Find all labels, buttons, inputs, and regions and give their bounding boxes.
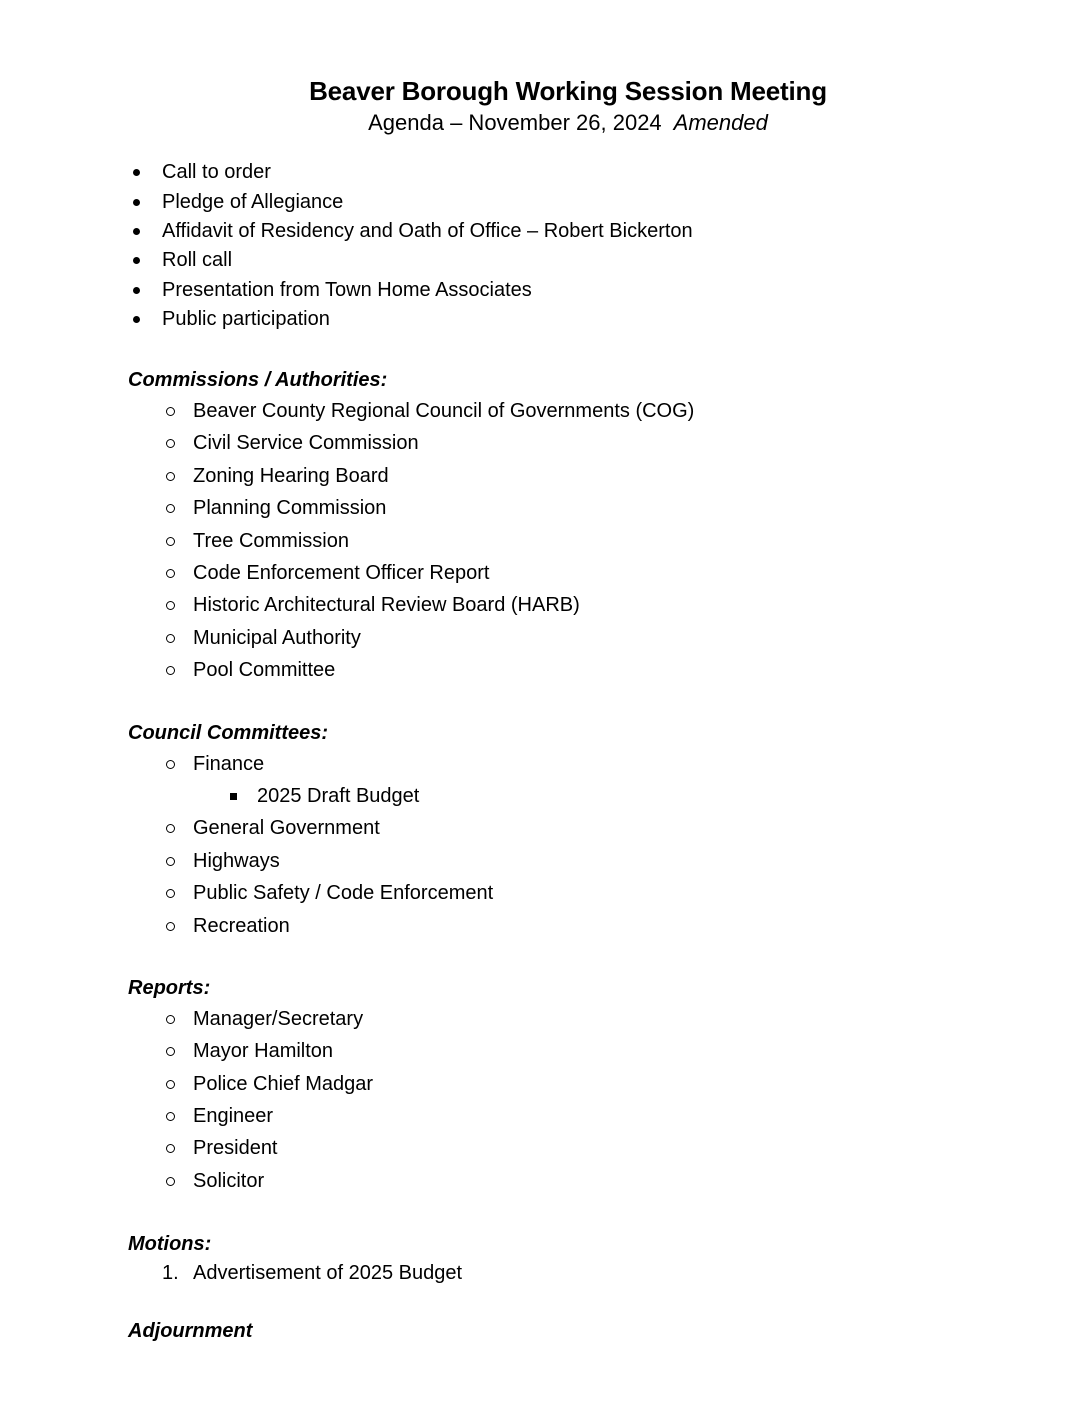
list-item-label: Advertisement of 2025 Budget [193, 1261, 463, 1284]
agenda-date-line: Agenda – November 26, 2024 [368, 110, 662, 135]
circle-bullet-icon [166, 824, 193, 833]
circle-bullet-icon [166, 760, 193, 769]
circle-bullet-icon [166, 857, 193, 866]
list-item-label: Affidavit of Residency and Oath of Office – Robert Bickerton [162, 219, 693, 242]
circle-bullet-icon [166, 666, 193, 675]
list-item [128, 276, 1008, 305]
list-item-label: Roll call [162, 249, 233, 272]
list-item [128, 1068, 1008, 1100]
document-subtitle [128, 108, 1008, 138]
list-item-label: Tree Commission [193, 529, 349, 552]
list-item-label: Highways [193, 849, 280, 872]
list-item-label: Planning Commission [193, 497, 387, 520]
list-item [128, 217, 1008, 246]
section-heading: Council Committees: [128, 721, 329, 744]
list-item [128, 1036, 1008, 1068]
list-item-label: Pledge of Allegiance [162, 190, 344, 213]
list-item [128, 1165, 1008, 1197]
preliminary-items-list [128, 158, 1008, 334]
list-item-label: Call to order [162, 161, 271, 184]
list-item-label: Presentation from Town Home Associates [162, 278, 532, 301]
list-item-label: Historic Architectural Review Board (HARB) [193, 594, 580, 617]
list-item-label: Police Chief Madgar [193, 1072, 374, 1095]
list-item-label: Mayor Hamilton [193, 1040, 334, 1063]
section-adjournment [128, 1316, 1008, 1346]
section-heading: Reports: [128, 977, 211, 1000]
list-item [128, 622, 1008, 654]
list-item-label: 2025 Draft Budget [257, 784, 420, 807]
section-motions [128, 1229, 1008, 1288]
list-item-label: Civil Service Commission [193, 432, 419, 455]
document-header [128, 74, 1008, 138]
list-item [128, 1100, 1008, 1132]
list-item-label: Beaver County Regional Council of Governments (COG) [193, 400, 695, 423]
list-item [128, 493, 1008, 525]
disc-bullet-icon [133, 257, 162, 264]
document-title: Beaver Borough Working Session Meeting [309, 76, 827, 106]
commissions-list [128, 395, 1008, 687]
list-item [128, 748, 1008, 780]
disc-bullet-icon [133, 199, 162, 206]
circle-bullet-icon [166, 537, 193, 546]
circle-bullet-icon [166, 569, 193, 578]
list-item [128, 557, 1008, 589]
disc-bullet-icon [133, 316, 162, 323]
circle-bullet-icon [166, 601, 193, 610]
list-item [128, 845, 1008, 877]
list-item-label: Municipal Authority [193, 626, 361, 649]
circle-bullet-icon [166, 922, 193, 931]
list-item-label: Manager/Secretary [193, 1007, 364, 1030]
list-item [128, 590, 1008, 622]
section-heading: Commissions / Authorities: [128, 369, 388, 392]
list-item [128, 460, 1008, 492]
circle-bullet-icon [166, 439, 193, 448]
circle-bullet-icon [166, 889, 193, 898]
list-item-label: Public participation [162, 308, 330, 331]
list-item [128, 187, 1008, 216]
list-item-label: Recreation [193, 914, 290, 937]
disc-bullet-icon [133, 169, 162, 176]
circle-bullet-icon [166, 1047, 193, 1056]
list-item [128, 813, 1008, 845]
circle-bullet-icon [166, 1177, 193, 1186]
section-heading: Motions: [128, 1232, 212, 1255]
circle-bullet-icon [166, 1015, 193, 1024]
section-council-committees [128, 718, 1008, 942]
section-commissions-authorities [128, 365, 1008, 687]
section-heading: Adjournment [128, 1319, 253, 1342]
circle-bullet-icon [166, 1112, 193, 1121]
disc-bullet-icon [133, 287, 162, 294]
list-item-nested [128, 780, 1008, 812]
list-item-label: Engineer [193, 1105, 274, 1128]
square-bullet-icon [230, 793, 257, 800]
amended-label: Amended [673, 110, 768, 135]
list-item-label: Finance [193, 752, 265, 775]
circle-bullet-icon [166, 472, 193, 481]
list-item [128, 1003, 1008, 1035]
list-item [128, 395, 1008, 427]
circle-bullet-icon [166, 1080, 193, 1089]
list-item [128, 1133, 1008, 1165]
list-item [128, 910, 1008, 942]
circle-bullet-icon [166, 407, 193, 416]
list-item [128, 654, 1008, 686]
list-item-label: Pool Committee [193, 659, 336, 682]
list-item [128, 428, 1008, 460]
list-item [128, 246, 1008, 275]
list-item [128, 305, 1008, 334]
list-item [128, 877, 1008, 909]
list-item-label: Solicitor [193, 1169, 265, 1192]
section-reports [128, 973, 1008, 1197]
list-item-label: General Government [193, 817, 380, 840]
list-item-label: Zoning Hearing Board [193, 464, 389, 487]
list-item [128, 525, 1008, 557]
council-committees-list [128, 748, 1008, 942]
circle-bullet-icon [166, 1144, 193, 1153]
disc-bullet-icon [133, 228, 162, 235]
list-item-label: Code Enforcement Officer Report [193, 561, 490, 584]
reports-list [128, 1003, 1008, 1197]
list-item-label: Public Safety / Code Enforcement [193, 882, 494, 905]
list-item-numbered [128, 1259, 1008, 1288]
list-item [128, 158, 1008, 187]
list-item-label: President [193, 1137, 278, 1160]
circle-bullet-icon [166, 634, 193, 643]
circle-bullet-icon [166, 504, 193, 513]
list-number: 1. [162, 1261, 179, 1284]
